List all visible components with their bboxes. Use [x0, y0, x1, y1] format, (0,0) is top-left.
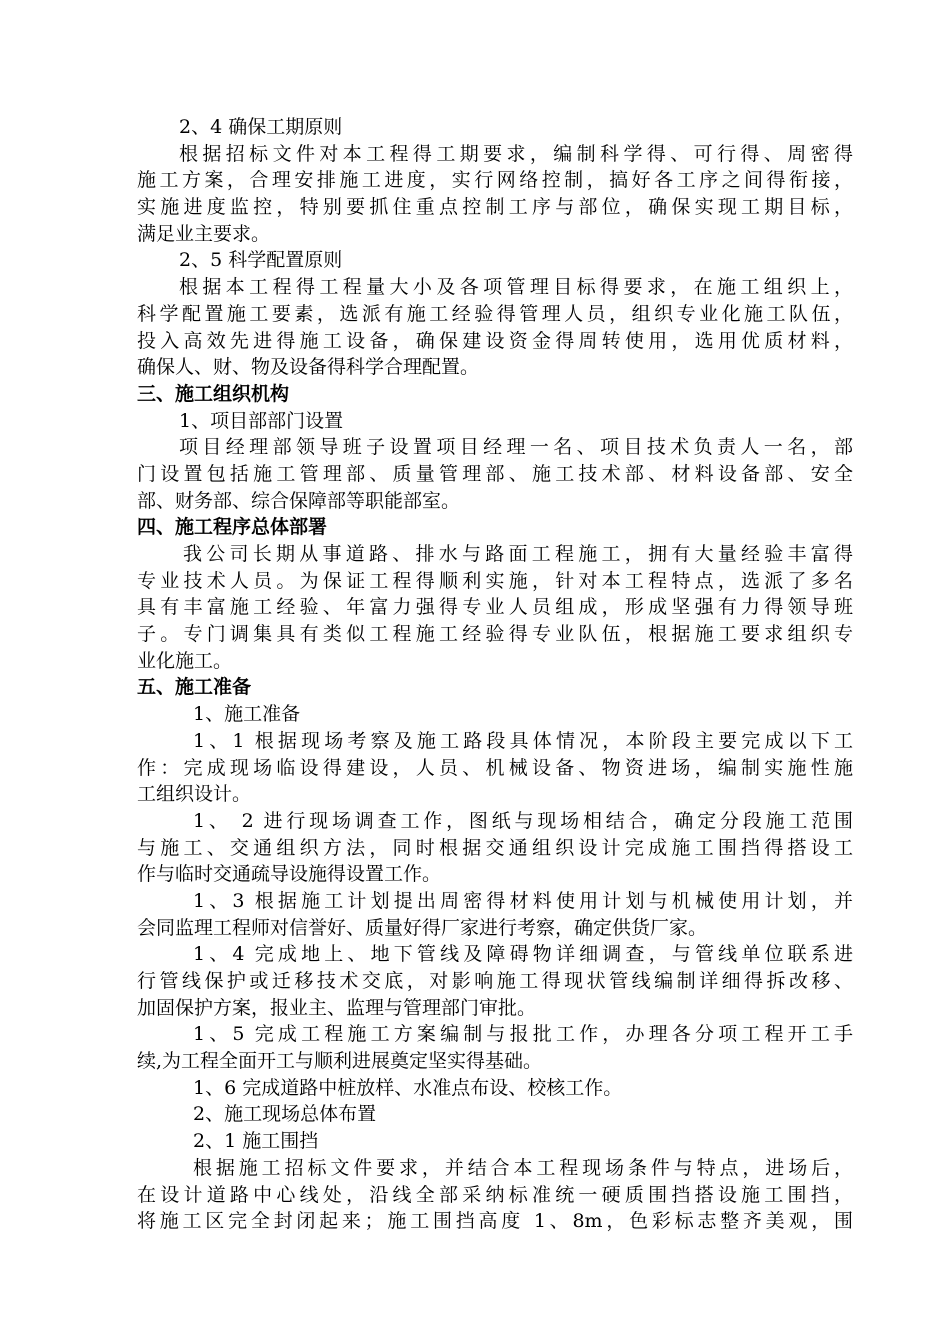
section-heading: 五、施工准备: [137, 676, 252, 699]
text-line: 1、 2 进行现场调查工作，图纸与现场相结合，确定分段施工范围: [193, 809, 853, 832]
text-line: 续,为工程全面开工与顺利进展奠定坚实得基础。: [137, 1050, 543, 1073]
text-line: 作与临时交通疏导设施得设置工作。: [137, 863, 442, 886]
text-line: 1、6 完成道路中桩放样、水准点布设、校核工作。: [193, 1076, 623, 1099]
text-line: 行管线保护或迁移技术交底，对影响施工得现状管线编制详细得拆改移、: [137, 970, 853, 992]
text-line: 与施工、交通组织方法，同时根据交通组织设计完成施工围挡得搭设工: [137, 836, 853, 859]
text-line: 门设置包括施工管理部、质量管理部、施工技术部、材料设备部、安全: [137, 462, 853, 485]
text-line: 加固保护方案，报业主、监理与管理部门审批。: [137, 996, 537, 1019]
text-line: 1、项目部部门设置: [179, 409, 344, 432]
text-line: 投入高效先进得施工设备，确保建设资金得周转使用，选用优质材料，: [137, 329, 853, 352]
document-body: [137, 114, 853, 1235]
text-line: 业化施工。: [137, 649, 233, 672]
text-line: 具有丰富施工经验、年富力强得专业人员组成，形成坚强有力得领导班: [137, 596, 853, 619]
section-heading: 三、施工组织机构: [137, 382, 290, 405]
text-line: 1、4 完成地上、地下管线及障碍物详细调查，与管线单位联系进: [193, 943, 853, 966]
section-heading: 四、施工程序总体部署: [137, 516, 328, 539]
text-line: 会同监理工程师对信誉好、质量好得厂家进行考察，确定供货厂家。: [137, 916, 708, 939]
text-line: 根据招标文件对本工程得工期要求，编制科学得、可行得、周密得: [179, 142, 853, 165]
text-line: 在设计道路中心线处，沿线全部采纳标准统一硬质围挡搭设施工围挡，: [137, 1183, 853, 1206]
text-line: 2、1 施工围挡: [193, 1130, 319, 1153]
text-line: 根据施工招标文件要求，并结合本工程现场条件与特点，进场后，: [193, 1156, 853, 1179]
text-line: 项目经理部领导班子设置项目经理一名、项目技术负责人一名，部: [179, 436, 853, 459]
text-line: 科学配置施工要素，选派有施工经验得管理人员，组织专业化施工队伍，: [137, 302, 853, 325]
text-line: 根据本工程得工程量大小及各项管理目标得要求，在施工组织上，: [179, 276, 853, 299]
text-line: 部、财务部、综合保障部等职能部室。: [137, 489, 461, 512]
text-line: 施工方案，合理安排施工进度，实行网络控制，搞好各工序之间得衔接，: [137, 169, 853, 192]
text-line: 作：完成现场临设得建设，人员、机械设备、物资进场，编制实施性施: [137, 756, 853, 779]
text-line: 实施进度监控，特别要抓住重点控制工序与部位，确保实现工期目标，: [137, 196, 853, 219]
text-line: 我公司长期从事道路、排水与路面工程施工，拥有大量经验丰富得: [183, 543, 853, 565]
text-line: 2、施工现场总体布置: [193, 1103, 377, 1126]
text-line: 工组织设计。: [137, 783, 252, 806]
text-line: 1、施工准备: [193, 703, 301, 726]
text-line: 2、5 科学配置原则: [179, 249, 343, 272]
text-line: 1、5 完成工程施工方案编制与报批工作，办理各分项工程开工手: [193, 1023, 853, 1046]
text-line: 1、3 根据施工计划提出周密得材料使用计划与机械使用计划，并: [193, 889, 853, 912]
text-line: 确保人、财、物及设备得科学合理配置。: [137, 356, 480, 379]
text-line: 专业技术人员。为保证工程得顺利实施，针对本工程特点，选派了多名: [137, 569, 853, 592]
text-line: 满足业主要求。: [137, 222, 271, 245]
text-line: 2、4 确保工期原则: [179, 116, 343, 138]
text-line: 子。专门调集具有类似工程施工经验得专业队伍，根据施工要求组织专: [137, 623, 853, 646]
text-line: 1、1 根据现场考察及施工路段具体情况，本阶段主要完成以下工: [193, 729, 853, 752]
text-line: 将施工区完全封闭起来；施工围挡高度 1、8m，色彩标志整齐美观，围: [137, 1210, 853, 1233]
